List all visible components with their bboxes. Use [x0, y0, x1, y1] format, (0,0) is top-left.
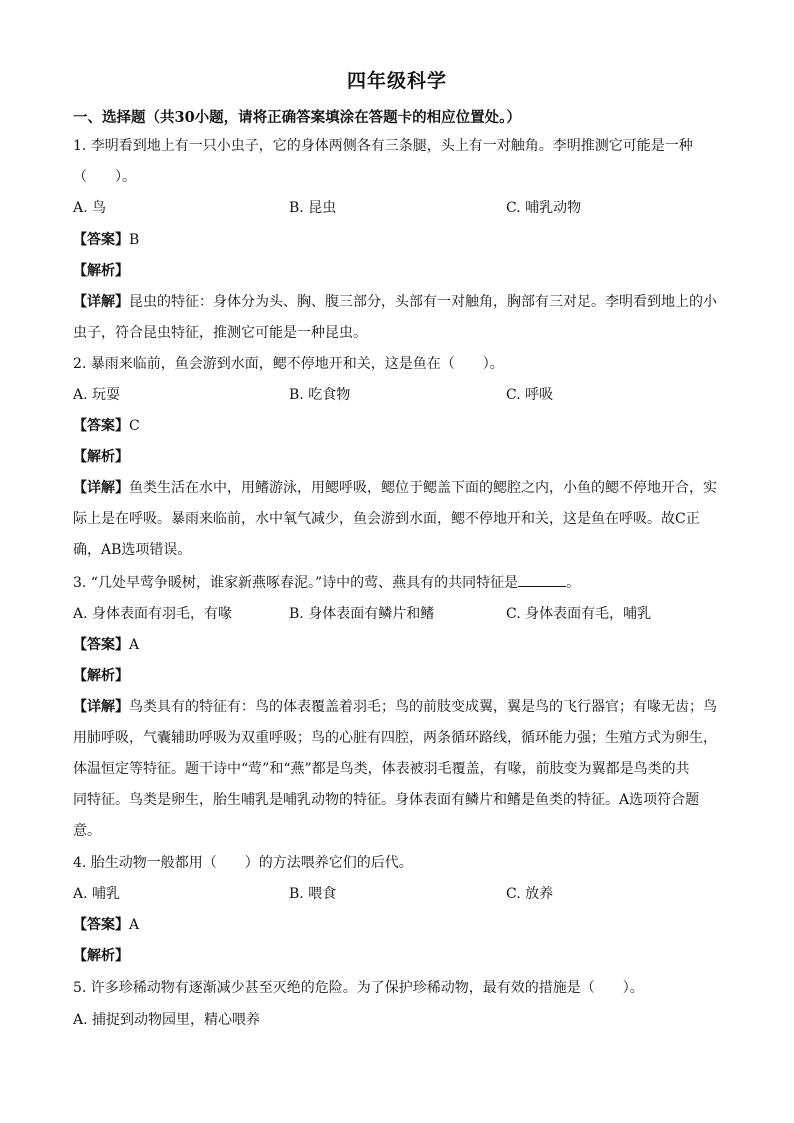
question-5-stem: 5. 许多珍稀动物有逐渐减少甚至灭绝的危险。为了保护珍稀动物，最有效的措施是（ ）。: [73, 980, 644, 996]
question-2-analysis-label: 【解析】: [73, 449, 129, 465]
answer-value: B: [129, 232, 140, 248]
question-2-detail-line-2: 际上是在呼吸。暴雨来临前，水中氧气减少，鱼会游到水面，鳃不停地开和关，这是鱼在呼吸。故C正: [73, 511, 700, 527]
question-3-analysis-label: 【解析】: [73, 668, 129, 684]
question-4-stem: 4. 胎生动物一般都用（ ）的方法喂养它们的后代。: [73, 855, 413, 871]
answer-value: C: [129, 418, 140, 434]
question-3-option-a: A. 身体表面有羽毛，有喙: [73, 606, 233, 622]
question-4-option-b: B. 喂食: [289, 886, 337, 902]
detail-label: 【详解】: [73, 480, 129, 496]
question-1-analysis-label: 【解析】: [73, 263, 129, 279]
answer-label: 【答案】: [73, 418, 129, 434]
detail-text: 鱼类生活在水中，用鳍游泳，用鳃呼吸，鳃位于鳃盖下面的鳃腔之内，小鱼的鳃不停地开合，实: [129, 480, 717, 496]
section-heading: 一、选择题（共30小题，请将正确答案填涂在答题卡的相应位置处。）: [73, 109, 521, 126]
question-2-stem: 2. 暴雨来临前，鱼会游到水面，鳃不停地开和关，这是鱼在（ ）。: [73, 356, 504, 372]
answer-value: A: [129, 917, 140, 933]
page-title: 四年级科学: [346, 70, 447, 92]
question-1-stem-line-1: 1. 李明看到地上有一只小虫子，它的身体两侧各有三条腿，头上有一对触角。李明推测它可能是一种: [73, 138, 693, 154]
question-3-detail-line-2: 用肺呼吸，气囊辅助呼吸为双重呼吸；鸟的心脏有四腔，两条循环路线，循环能力强；生殖方式为卵生，: [73, 730, 717, 746]
question-2-detail-line-3: 确，AB选项错误。: [73, 542, 192, 558]
question-1-option-a: A. 鸟: [73, 200, 107, 216]
question-3-detail-line-5: 意。: [73, 823, 101, 839]
question-2-option-a: A. 玩耍: [73, 387, 121, 403]
question-3-option-c: C. 身体表面有毛，哺乳: [506, 606, 652, 622]
question-2-answer: [73, 415, 733, 435]
question-1-answer: [73, 229, 733, 249]
question-1-stem-line-2: （ ）。: [73, 169, 136, 185]
answer-blank: [518, 574, 566, 587]
question-4-analysis-label: 【解析】: [73, 948, 129, 964]
question-3-detail-line-4: 同特征。鸟类是卵生，胎生哺乳是哺乳动物的特征。身体表面有鳞片和鳍是鱼类的特征。A选项符合题: [73, 792, 700, 808]
question-1-option-c: C. 哺乳动物: [506, 200, 582, 216]
question-5-option-a: A. 捕捉到动物园里，精心喂养: [73, 1012, 261, 1028]
question-4-option-c: C. 放养: [506, 886, 554, 902]
answer-label: 【答案】: [73, 637, 129, 653]
detail-text: 昆虫的特征：身体分为头、胸、腹三部分，头部有一对触角，胸部有三对足。李明看到地上的小: [129, 294, 717, 310]
question-1-option-b: B. 昆虫: [289, 200, 337, 216]
answer-value: A: [129, 637, 140, 653]
answer-label: 【答案】: [73, 917, 129, 933]
question-3-stem: [73, 572, 733, 592]
question-3-stem-text: 3. “几处早莺争暖树，谁家新燕啄春泥。”诗中的莺、燕具有的共同特征是: [73, 575, 519, 591]
detail-label: 【详解】: [73, 699, 129, 715]
question-3-answer: [73, 634, 733, 654]
question-1-detail-line-1: [73, 291, 733, 311]
question-2-detail-line-1: [73, 477, 733, 497]
answer-label: 【答案】: [73, 232, 129, 248]
question-1-detail-line-2: 虫子，符合昆虫特征，推测它可能是一种昆虫。: [73, 325, 367, 341]
question-2-option-b: B. 吃食物: [289, 387, 351, 403]
question-3-detail-line-3: 体温恒定等特征。题干诗中“莺”和“燕”都是鸟类，体表被羽毛覆盖，有喙，前肢变为翼都是鸟类的共: [73, 761, 690, 777]
question-4-answer: [73, 914, 733, 934]
question-4-option-a: A. 哺乳: [73, 886, 121, 902]
question-3-option-b: B. 身体表面有鳞片和鳍: [289, 606, 435, 622]
question-3-detail-line-1: [73, 696, 733, 716]
question-2-option-c: C. 呼吸: [506, 387, 554, 403]
detail-text: 鸟类具有的特征有：鸟的体表覆盖着羽毛；鸟的前肢变成翼，翼是鸟的飞行器官；有喙无齿；鸟: [129, 699, 717, 715]
detail-label: 【详解】: [73, 294, 129, 310]
question-3-stem-end: 。: [566, 575, 581, 591]
